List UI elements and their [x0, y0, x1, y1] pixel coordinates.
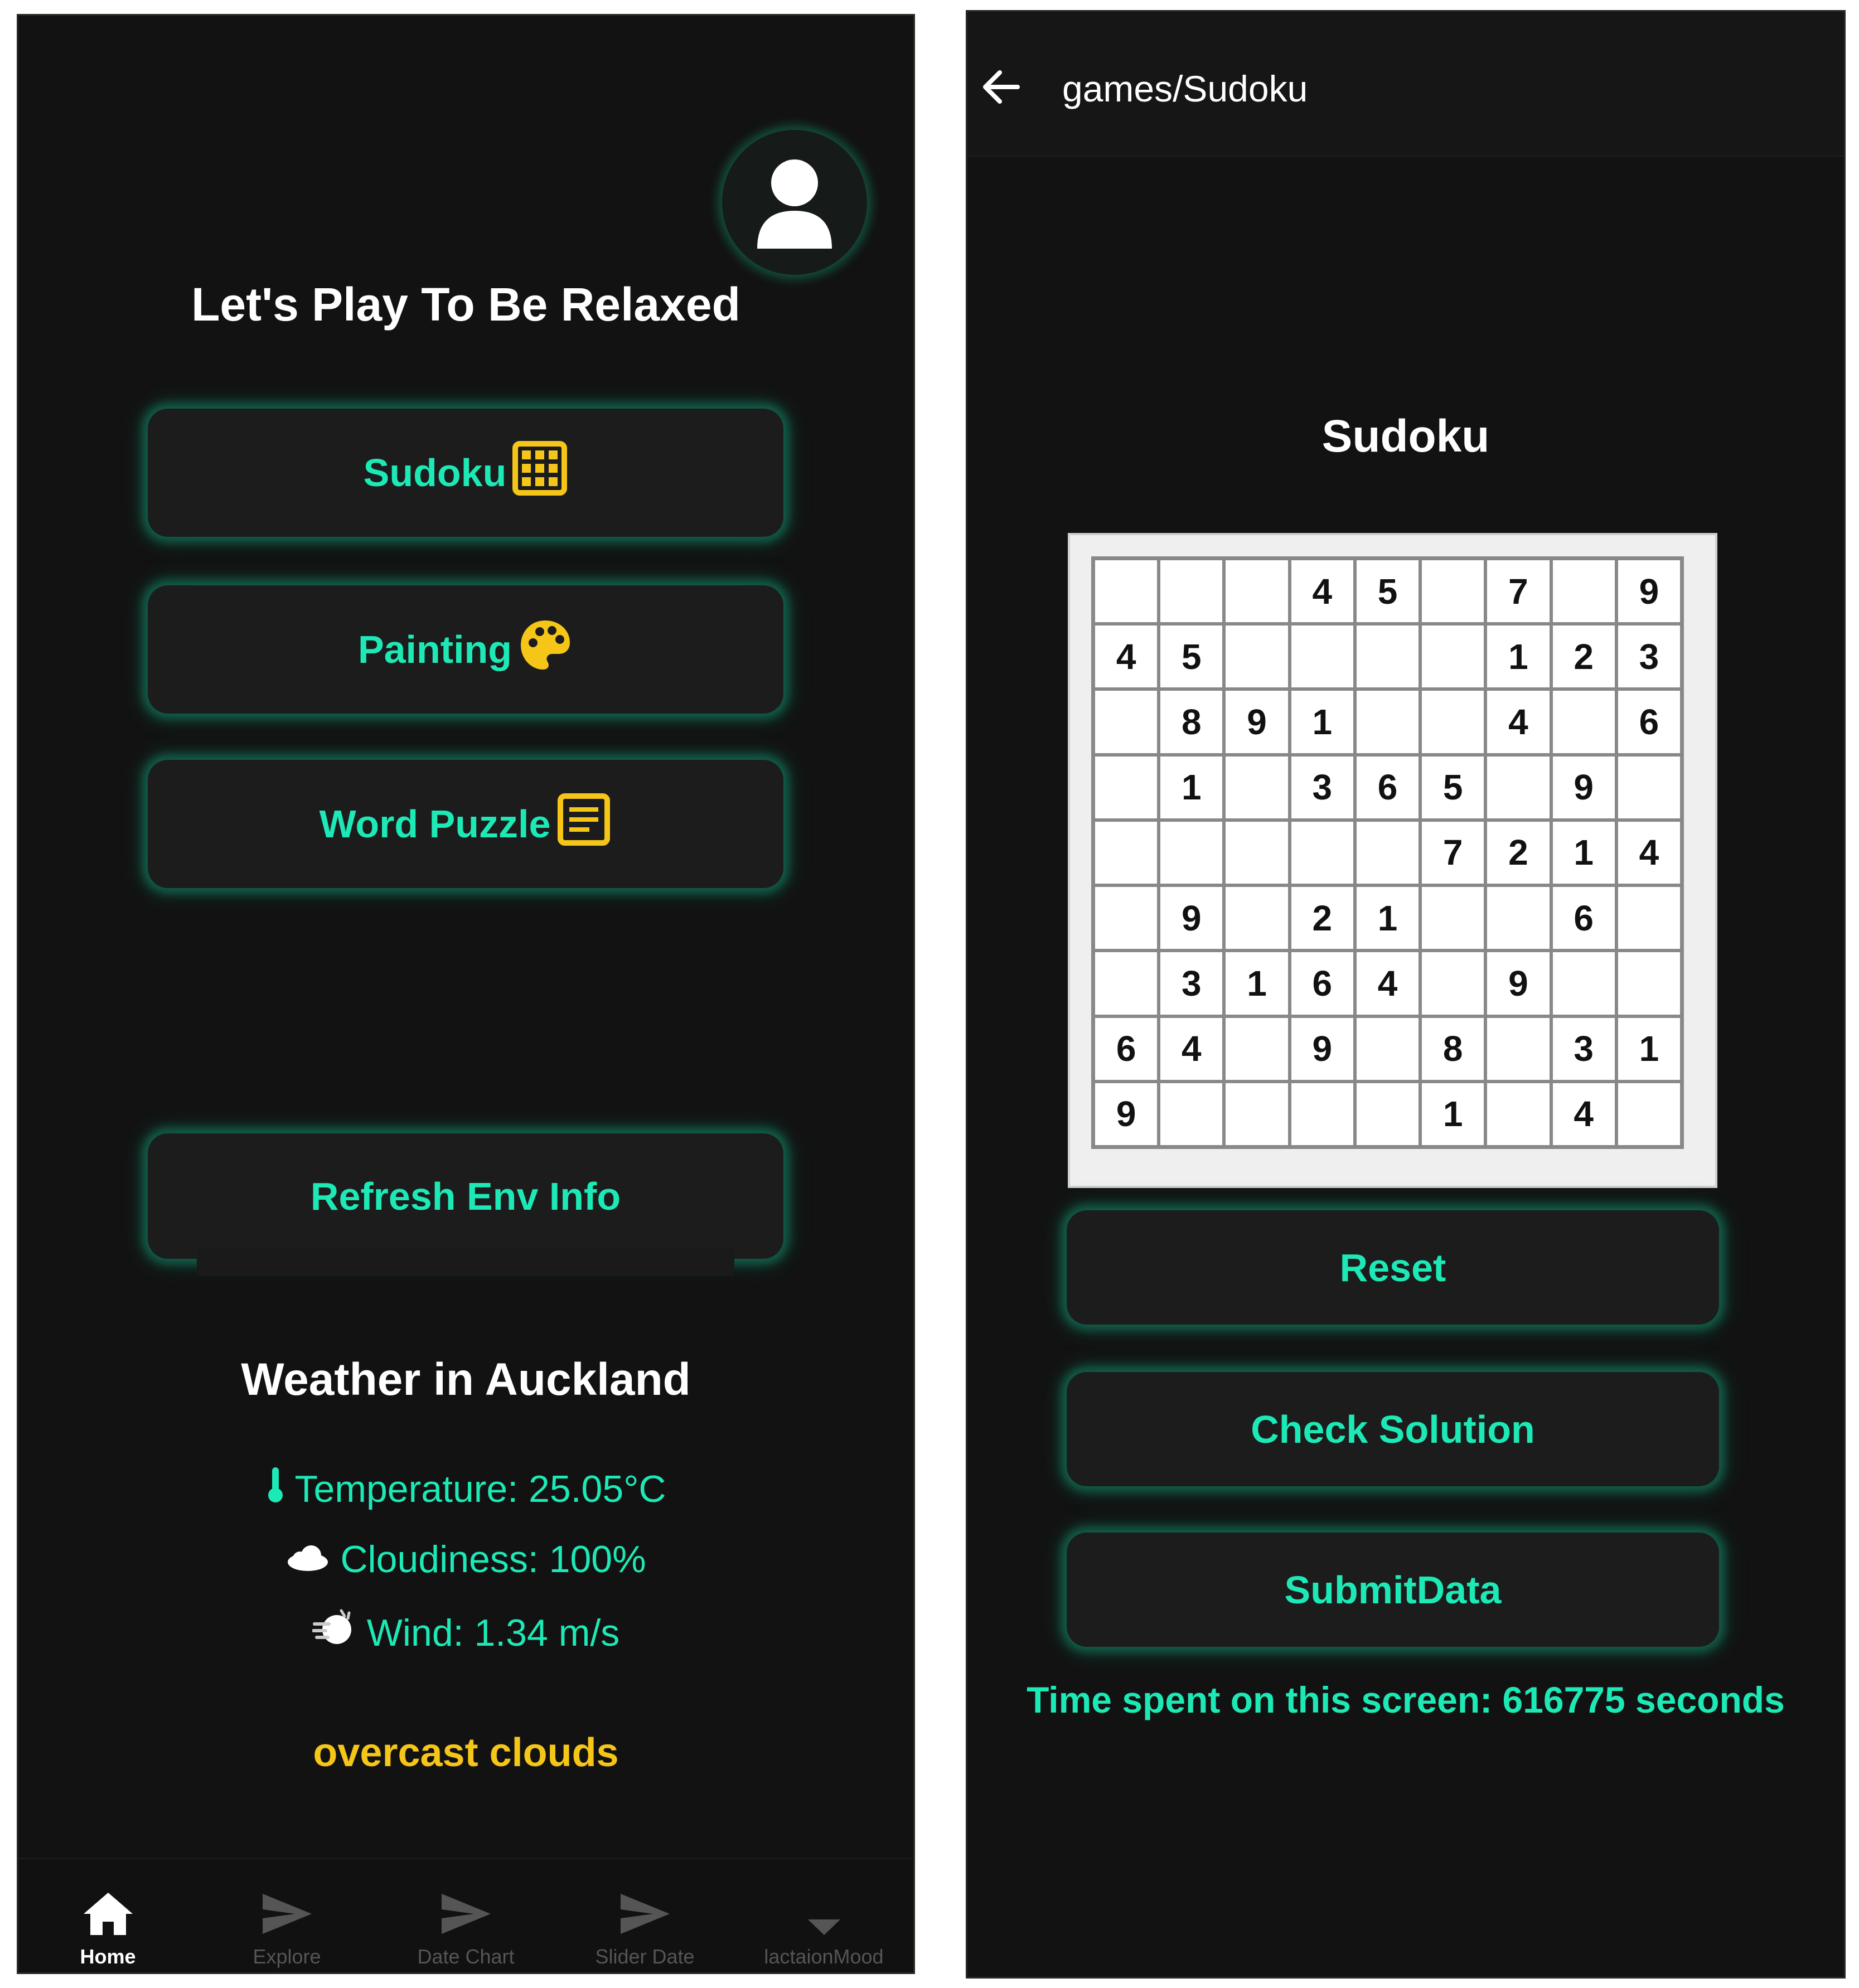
sudoku-cell[interactable]: 9: [1159, 885, 1224, 951]
sudoku-cell[interactable]: 1: [1551, 820, 1616, 885]
sudoku-cell[interactable]: 6: [1616, 689, 1682, 754]
sudoku-cell[interactable]: [1093, 951, 1159, 1016]
sudoku-cell[interactable]: 5: [1159, 624, 1224, 689]
sudoku-cell[interactable]: 9: [1290, 1016, 1355, 1082]
sudoku-cell[interactable]: [1224, 624, 1289, 689]
sudoku-cell[interactable]: [1093, 755, 1159, 820]
sudoku-cell[interactable]: [1355, 689, 1420, 754]
sudoku-cell[interactable]: 2: [1551, 624, 1616, 689]
sudoku-cell[interactable]: [1093, 689, 1159, 754]
sudoku-cell[interactable]: [1355, 1016, 1420, 1082]
sudoku-cell[interactable]: [1485, 755, 1551, 820]
sudoku-cell[interactable]: [1616, 755, 1682, 820]
dropdown-icon: [805, 1882, 844, 1937]
sudoku-cell[interactable]: 4: [1485, 689, 1551, 754]
sudoku-cell[interactable]: [1159, 559, 1224, 624]
sudoku-cell[interactable]: [1224, 1016, 1289, 1082]
sudoku-cell[interactable]: [1224, 559, 1289, 624]
sudoku-cell[interactable]: 6: [1551, 885, 1616, 951]
route-title: games/Sudoku: [1062, 68, 1308, 109]
sudoku-cell[interactable]: 2: [1485, 820, 1551, 885]
sudoku-cell[interactable]: [1093, 820, 1159, 885]
nav-label-date-chart: Date Chart: [417, 1945, 515, 1968]
profile-avatar-button[interactable]: [722, 130, 867, 275]
sudoku-cell[interactable]: [1159, 820, 1224, 885]
sudoku-cell[interactable]: 8: [1420, 1016, 1485, 1082]
nav-label-lactaionmood: lactaionMood: [764, 1945, 884, 1968]
grid-icon: [512, 440, 568, 505]
nav-item-lactaionmood[interactable]: [734, 1859, 913, 1974]
reset-button-label: Reset: [1339, 1245, 1446, 1289]
sudoku-cell[interactable]: 9: [1551, 755, 1616, 820]
sudoku-cell[interactable]: [1551, 689, 1616, 754]
sudoku-cell[interactable]: [1551, 951, 1616, 1016]
sudoku-cell[interactable]: [1355, 820, 1420, 885]
weather-temperature-row: [18, 1465, 913, 1513]
send-icon: [439, 1882, 493, 1937]
sudoku-cell[interactable]: [1616, 951, 1682, 1016]
sudoku-button-label: Sudoku: [363, 451, 507, 494]
sudoku-cell[interactable]: 3: [1616, 624, 1682, 689]
sudoku-cell[interactable]: [1224, 755, 1289, 820]
sudoku-cell[interactable]: [1420, 559, 1485, 624]
sudoku-cell[interactable]: [1420, 689, 1485, 754]
sudoku-cell[interactable]: 9: [1224, 689, 1289, 754]
sudoku-cell[interactable]: [1485, 885, 1551, 951]
sudoku-cell[interactable]: 3: [1290, 755, 1355, 820]
sudoku-cell[interactable]: [1093, 559, 1159, 624]
sudoku-cell[interactable]: [1420, 624, 1485, 689]
palette-icon: [517, 617, 573, 682]
arrow-back-icon: [979, 65, 1029, 109]
nav-label-slider-date: Slider Date: [595, 1945, 695, 1968]
sudoku-cell[interactable]: 4: [1616, 820, 1682, 885]
sudoku-cell[interactable]: 7: [1420, 820, 1485, 885]
sudoku-cell[interactable]: 9: [1485, 951, 1551, 1016]
sudoku-cell[interactable]: 5: [1420, 755, 1485, 820]
weather-wind-row: [18, 1607, 913, 1659]
refresh-env-info-button[interactable]: [148, 1133, 783, 1259]
submit-data-button-label: SubmitData: [1284, 1568, 1502, 1612]
sudoku-cell[interactable]: [1355, 1082, 1420, 1147]
sudoku-cell[interactable]: 4: [1159, 1016, 1224, 1082]
sudoku-cell[interactable]: [1159, 1082, 1224, 1147]
weather-title: Weather in Auckland: [241, 1354, 691, 1405]
sudoku-cell[interactable]: [1616, 885, 1682, 951]
sudoku-cell[interactable]: [1551, 559, 1616, 624]
refresh-button-label: Refresh Env Info: [310, 1174, 621, 1218]
sudoku-cell[interactable]: 1: [1616, 1016, 1682, 1082]
sudoku-grid: [1091, 556, 1684, 1149]
check-solution-button[interactable]: [1067, 1372, 1719, 1486]
submit-data-button[interactable]: [1067, 1533, 1719, 1647]
home-screen: [17, 14, 915, 1974]
temperature-text: Temperature: 25.05°C: [294, 1468, 666, 1510]
sudoku-cell[interactable]: [1224, 885, 1289, 951]
weather-cloudiness-row: [18, 1538, 913, 1581]
painting-button-label: Painting: [357, 628, 512, 671]
sudoku-cell[interactable]: 5: [1355, 559, 1420, 624]
nav-item-explore[interactable]: [197, 1859, 376, 1974]
home-icon: [81, 1882, 135, 1937]
sudoku-cell[interactable]: 2: [1290, 885, 1355, 951]
sudoku-cell[interactable]: 9: [1093, 1082, 1159, 1147]
cloudiness-text: Cloudiness: 100%: [340, 1538, 646, 1580]
sudoku-cell[interactable]: 1: [1420, 1082, 1485, 1147]
sudoku-game-button[interactable]: [148, 409, 783, 537]
sudoku-cell[interactable]: [1224, 1082, 1289, 1147]
sudoku-cell[interactable]: 6: [1290, 951, 1355, 1016]
wind-icon: [312, 1607, 357, 1659]
sudoku-cell[interactable]: [1485, 1016, 1551, 1082]
sudoku-cell[interactable]: 8: [1159, 689, 1224, 754]
sudoku-cell[interactable]: 1: [1485, 624, 1551, 689]
sudoku-cell[interactable]: 1: [1224, 951, 1289, 1016]
sudoku-cell[interactable]: [1355, 624, 1420, 689]
wind-text: Wind: 1.34 m/s: [366, 1612, 620, 1654]
app-bar: [967, 12, 1844, 157]
sudoku-cell[interactable]: [1290, 1082, 1355, 1147]
send-icon: [260, 1882, 314, 1937]
word-puzzle-game-button[interactable]: [148, 760, 783, 888]
check-solution-button-label: Check Solution: [1251, 1407, 1535, 1451]
word-puzzle-button-label: Word Puzzle: [319, 802, 551, 846]
sudoku-cell[interactable]: 7: [1485, 559, 1551, 624]
bottom-navigation-bar: [18, 1858, 913, 1974]
sudoku-cell[interactable]: [1420, 951, 1485, 1016]
time-spent-text: Time spent on this screen: 616775 seconds: [1027, 1679, 1785, 1720]
sudoku-cell[interactable]: 3: [1159, 951, 1224, 1016]
nav-item-date-chart[interactable]: [376, 1859, 555, 1974]
article-icon: [556, 792, 612, 856]
sudoku-cell[interactable]: [1224, 820, 1289, 885]
thermometer-icon: [266, 1465, 285, 1513]
sudoku-cell[interactable]: [1485, 1082, 1551, 1147]
reset-button[interactable]: [1067, 1210, 1719, 1325]
sudoku-cell[interactable]: 4: [1355, 951, 1420, 1016]
sudoku-cell[interactable]: [1420, 885, 1485, 951]
nav-label-explore: Explore: [253, 1945, 321, 1968]
sudoku-board: [1068, 533, 1717, 1188]
nav-label-home: Home: [80, 1945, 136, 1968]
send-icon: [618, 1882, 672, 1937]
back-button[interactable]: [979, 65, 1029, 109]
user-icon: [753, 155, 836, 250]
sudoku-cell[interactable]: 6: [1093, 1016, 1159, 1082]
sudoku-cell[interactable]: 4: [1551, 1082, 1616, 1147]
page-heading: Let's Play To Be Relaxed: [191, 278, 740, 331]
sudoku-cell[interactable]: 3: [1551, 1016, 1616, 1082]
nav-item-home[interactable]: [18, 1859, 197, 1974]
sudoku-cell[interactable]: 4: [1093, 624, 1159, 689]
sudoku-cell[interactable]: [1616, 1082, 1682, 1147]
sudoku-cell[interactable]: [1290, 820, 1355, 885]
cloud-icon: [285, 1538, 330, 1581]
nav-item-slider-date[interactable]: [555, 1859, 734, 1974]
sudoku-cell[interactable]: [1093, 885, 1159, 951]
weather-description: overcast clouds: [313, 1730, 619, 1775]
sudoku-cell[interactable]: 9: [1616, 559, 1682, 624]
sudoku-cell[interactable]: 1: [1159, 755, 1224, 820]
sudoku-cell[interactable]: [1290, 624, 1355, 689]
sudoku-title: Sudoku: [1321, 411, 1490, 462]
refresh-button-shadow: [197, 1248, 734, 1276]
sudoku-cell[interactable]: 1: [1355, 885, 1420, 951]
sudoku-cell[interactable]: 6: [1355, 755, 1420, 820]
sudoku-screen: [966, 10, 1846, 1979]
sudoku-cell[interactable]: 1: [1290, 689, 1355, 754]
sudoku-cell[interactable]: 4: [1290, 559, 1355, 624]
painting-game-button[interactable]: [148, 585, 783, 714]
